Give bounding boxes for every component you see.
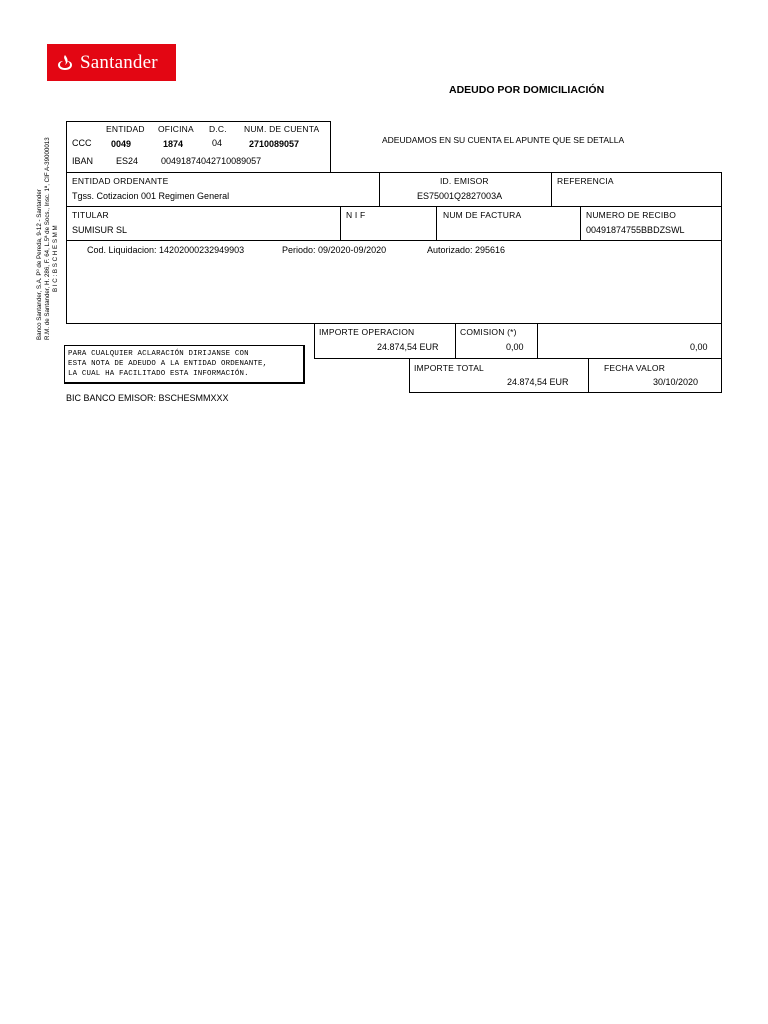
extra-value: 0,00: [690, 342, 708, 352]
ccc-num-cuenta: 2710089057: [249, 139, 300, 149]
comision-value: 0,00: [506, 342, 524, 352]
importe-total-value: 24.874,54 EUR: [507, 377, 569, 387]
id-emisor-label: ID. EMISOR: [440, 176, 489, 186]
ccc-label: CCC: [72, 138, 92, 148]
bic-banco-emisor: BIC BANCO EMISOR: BSCHESMMXXX: [66, 393, 229, 403]
fecha-valor-value: 30/10/2020: [653, 377, 699, 387]
legal-line-3: B I C : B S C H E S M M: [52, 225, 59, 292]
iban-prefix: ES24: [116, 156, 139, 166]
header-entidad: ENTIDAD: [106, 124, 145, 134]
aclaracion-line-2: ESTA NOTA DE ADEUDO A LA ENTIDAD ORDENANTE,: [68, 360, 268, 368]
legal-line-1: Banco Santander, S.A. Pº de Pereda, 9-12 - Santander: [36, 189, 43, 340]
santander-logo: [47, 44, 176, 81]
ccc-dc: 04: [212, 138, 223, 148]
importe-operacion-label: IMPORTE OPERACION: [319, 327, 415, 337]
brand-name: Santander: [80, 51, 158, 73]
importe-operacion-value: 24.874,54 EUR: [377, 342, 439, 352]
santander-flame-icon: [55, 53, 75, 73]
aclaracion-line-3: LA CUAL HA FACILITADO ESTA INFORMACIÓN.: [68, 370, 249, 378]
fecha-valor-label: FECHA VALOR: [604, 363, 666, 373]
factura-label: NUM DE FACTURA: [443, 210, 522, 220]
periodo: Periodo: 09/2020-09/2020: [282, 245, 387, 255]
nif-label: N I F: [346, 210, 366, 220]
document-title: ADEUDO POR DOMICILIACIÓN: [449, 84, 605, 96]
ordenante-label: ENTIDAD ORDENANTE: [72, 176, 169, 186]
aclaracion-line-1: PARA CUALQUIER ACLARACIÓN DIRIJANSE CON: [68, 350, 249, 358]
titular-label: TITULAR: [72, 210, 109, 220]
ordenante-value: Tgss. Cotizacion 001 Regimen General: [72, 191, 230, 201]
iban-label: IBAN: [72, 156, 94, 166]
header-num-cuenta: NUM. DE CUENTA: [244, 124, 320, 134]
aclaracion-text: [68, 349, 267, 379]
referencia-label: REFERENCIA: [557, 176, 614, 186]
importe-total-label: IMPORTE TOTAL: [414, 363, 484, 373]
comision-label: COMISION (*): [460, 327, 517, 337]
legal-line-2: R.M. de Santander, H. 286, F. 64, L.5ª de Socs., Insc. 1ª, CIF A-39000013: [44, 137, 51, 340]
cod-liquidacion: Cod. Liquidacion: 14202000232949903: [87, 245, 245, 255]
id-emisor-value: ES75001Q2827003A: [417, 191, 503, 201]
autorizado: Autorizado: 295616: [427, 245, 506, 255]
ccc-entidad: 0049: [111, 139, 132, 149]
ccc-oficina: 1874: [163, 139, 184, 149]
header-oficina: OFICINA: [158, 124, 194, 134]
iban-number: 00491874042710089057: [161, 156, 262, 166]
header-dc: D.C.: [209, 124, 227, 134]
debit-notice: ADEUDAMOS EN SU CUENTA EL APUNTE QUE SE DETALLA: [382, 135, 625, 145]
titular-value: SUMISUR SL: [72, 225, 128, 235]
recibo-label: NUMERO DE RECIBO: [586, 210, 677, 220]
recibo-value: 00491874755BBDZSWL: [586, 225, 685, 235]
